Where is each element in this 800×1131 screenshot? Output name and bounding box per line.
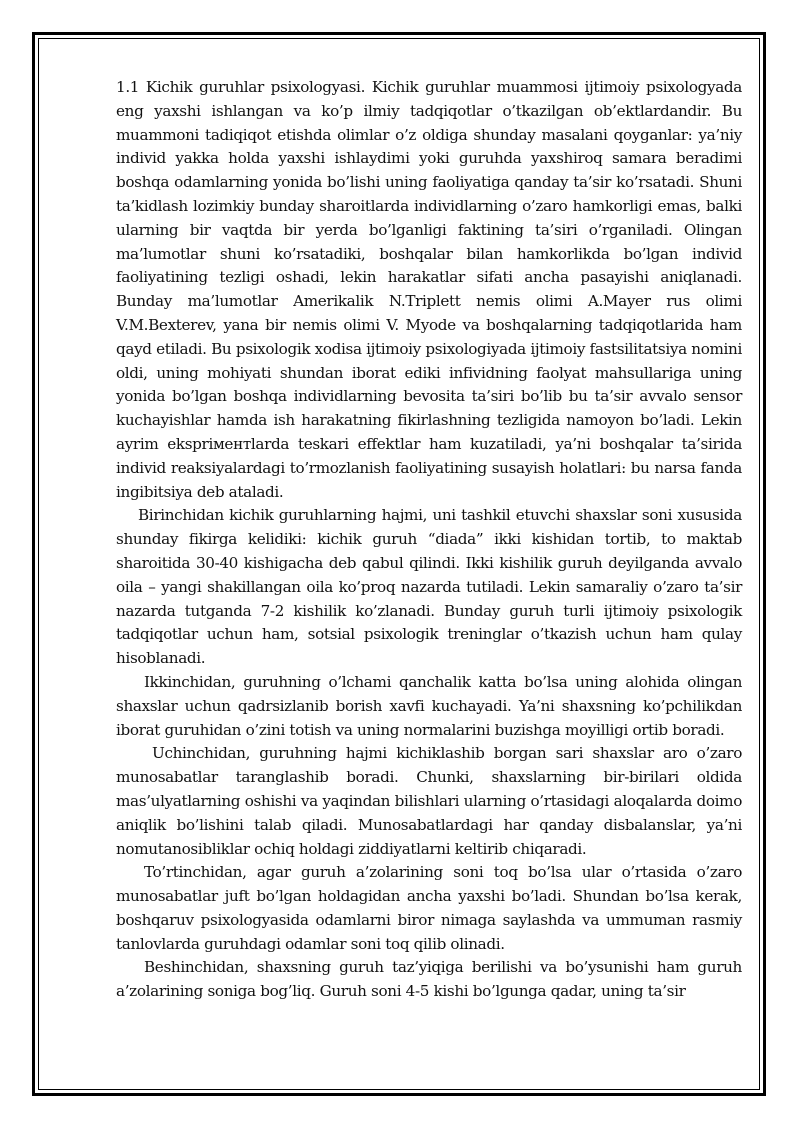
paragraph-first: Birinchidan kichik guruhlarning hajmi, uni tashkil etuvchi shaxslar soni xususida shunday fikirga kelidiki: kichik guruh “diada” ikki kishidan tortib, to maktab sharoitida 30-40 kishigacha deb qabul qilindi. Ikki kishilik guruh deyilganda avvalo oila – yangi shakillangan oila ko’proq nazarda tutiladi. Lekin samaraliy o’zaro ta’sir nazarda tutganda 7-2 kishilik ko’zlanadi. Bunday guruh turli ijtimoiy psixologik tadqiqotlar uchun ham, sotsial psixologik treninglar o’tkazish uchun ham qulay hisoblanadi. bbox=[116, 506, 742, 668]
paragraph-third: Uchinchidan, guruhning hajmi kichiklashib borgan sari shaxslar aro o’zaro munosabatlar taranglashib boradi. Chunki, shaxslarning bir-birilari oldida mas’ulyatlarning oshishi va yaqindan bilishlari ularning o’rtasidagi aloqalarda doimo aniqlik bo’lishini talab qiladi. Munosabatlardagi har qanday disbalanslar, ya’ni nomutanosibliklar ochiq holdagi ziddiyatlarni keltirib chiqaradi. bbox=[116, 744, 742, 858]
paragraph-fifth: Beshinchidan, shaxsning guruh taz’yiqiga berilishi va bo’ysunishi ham guruh a’zolarining soniga bog’liq. Guruh soni 4-5 kishi bo’lgunga qadar, uning ta’sir bbox=[116, 958, 742, 1001]
paragraph-intro: 1.1 Kichik guruhlar psixologyasi. Kichik guruhlar muammosi ijtimoiy psixologyada eng yaxshi ishlangan va ko’p ilmiy tadqiqotlar o’tkazilgan ob’ektlardandir. Bu muammoni tadiqiqot etishda olimlar o’z oldiga shunday masalani qoyganlar: ya’niy individ yakka holda yaxshi ishlaydimi yoki guruhda yaxshiroq samara beradimi boshqa odamlarning yonida bo’lishi uning faoliyatiga qanday ta’sir ko’rsatadi. Shuni ta’kidlash lozimkiy bunday sharoitlarda individlarning o’zaro hamkorligi emas, balki ularning bir vaqtda bir yerda bo’lganligi faktining ta’siri o’rganiladi. Olingan ma’lumotlar shuni ko’rsatadiki, boshqalar bilan hamkorlikda bo’lgan individ faoliyatining tezligi oshadi, lekin harakatlar sifati ancha pasayishi aniqlanadi. Bunday ma’lumotlar Amerikalik N.Triplett nemis olimi A.Mayer rus olimi V.M.Bexterev, yana bir nemis olimi V. Myode va boshqalarning tadqiqotlarida ham qayd etiladi. Bu psixologik xodisa ijtimoiy psixologiyada ijtimoiy fastsilitatsiya nomini oldi, uning mohiyati shundan iborat ediki infividning faolyat mahsullariga uning yonida bo’lgan boshqa individlarning bevosita ta’siri bo’lib bu ta’sir avvalo sensor kuchayishlar hamda ish harakatning fikirlashning tezligida namoyon bo’ladi. Lekin ayrim ekspriментlarda teskari effektlar ham kuzatiladi, ya’ni boshqalar ta’sirida individ reaksiyalardagi to’rmozlanish faoliyatining susayish holatlari: bu narsa fanda ingibitsiya deb ataladi. bbox=[116, 78, 742, 501]
document-body bbox=[116, 76, 742, 1004]
paragraph-second: Ikkinchidan, guruhning o’lchami qanchalik katta bo’lsa uning alohida olingan shaxslar uchun qadrsizlanib borish xavfi kuchayadi. Ya’ni shaxsning ko’pchilikdan iborat guruhidan o’zini totish va uning normalarini buzishga moyilligi ortib boradi. bbox=[116, 672, 742, 739]
paragraph-fourth: To’rtinchidan, agar guruh a’zolarining soni toq bo’lsa ular o’rtasida o’zaro munosabatlar juft bo’lgan holdagidan ancha yaxshi bo’ladi. Shundan bo’lsa kerak, boshqaruv psixologyasida odamlarni biror nimaga saylashda va ummuman rasmiy tanlovlarda guruhdagi odamlar soni toq qilib olinadi. bbox=[116, 863, 742, 953]
